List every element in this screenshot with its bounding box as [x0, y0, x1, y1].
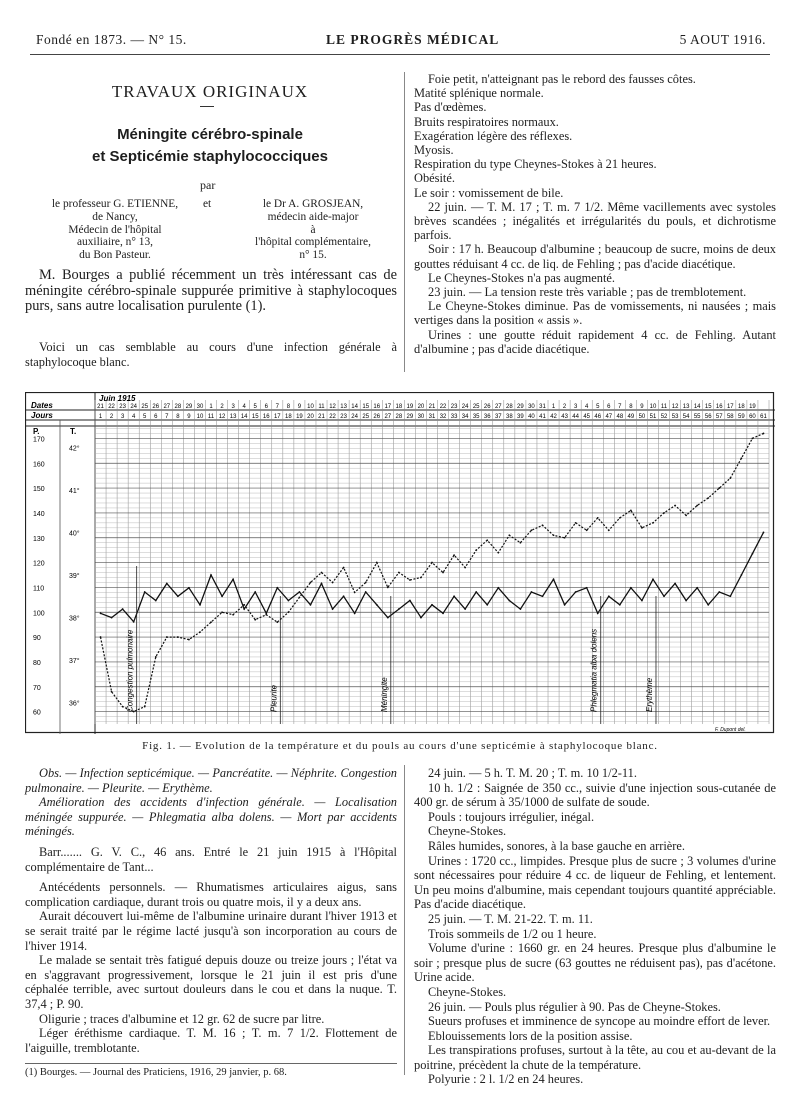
- date-label: 14: [351, 404, 358, 410]
- day-number-label: 43: [561, 414, 568, 420]
- pulse-point: [376, 562, 378, 564]
- temp-tick-label: 42°: [69, 445, 80, 453]
- day-number-label: 5: [143, 414, 147, 420]
- pulse-point: [420, 577, 422, 579]
- date-label: 5: [596, 404, 600, 410]
- date-label: 14: [693, 404, 701, 410]
- article-title-line1: Méningite cérébro-spinale: [117, 126, 303, 143]
- temperature-point: [486, 604, 488, 606]
- pulse-point: [740, 457, 742, 459]
- date-label: 16: [715, 404, 723, 410]
- pulse-point: [122, 706, 124, 708]
- day-number-label: 21: [318, 414, 325, 420]
- temperature-point: [729, 595, 731, 597]
- date-label: 12: [671, 404, 679, 410]
- day-number-label: 22: [329, 414, 336, 420]
- pulse-point: [287, 611, 289, 613]
- pulse-point: [210, 621, 212, 623]
- date-label: 28: [174, 404, 182, 410]
- date-label: 16: [373, 404, 381, 410]
- temperature-point: [376, 604, 378, 606]
- pulse-point: [232, 614, 234, 616]
- column-divider-bottom: [404, 765, 405, 1075]
- date-label: 15: [704, 404, 712, 410]
- temperature-point: [696, 587, 698, 589]
- date-label: 12: [329, 404, 336, 410]
- temperature-point: [685, 600, 687, 602]
- temperature-point: [475, 591, 477, 593]
- pulse-point: [254, 619, 256, 621]
- pulse-tick-label: 90: [33, 635, 41, 643]
- pulse-point: [431, 562, 433, 564]
- par-label: par: [200, 178, 216, 192]
- date-label: 26: [152, 404, 160, 410]
- day-number-label: 61: [760, 414, 767, 420]
- temperature-point: [718, 591, 720, 593]
- date-label: 9: [640, 404, 644, 410]
- day-number-label: 42: [550, 414, 557, 420]
- pulse-point: [398, 572, 400, 574]
- date-label: 24: [130, 404, 138, 410]
- month-label: Juin 1915: [99, 394, 136, 403]
- pulse-point: [663, 512, 665, 514]
- temperature-point: [442, 612, 444, 614]
- pulse-point: [276, 621, 278, 623]
- date-label: 17: [726, 404, 734, 410]
- temperature-point: [155, 600, 157, 602]
- temperature-point: [464, 608, 466, 610]
- day-number-label: 2: [109, 414, 114, 420]
- temperature-point: [420, 617, 422, 619]
- date-label: 7: [275, 404, 279, 410]
- pulse-tick-label: 100: [33, 610, 45, 618]
- day-number-label: 27: [384, 414, 392, 420]
- day-number-label: 10: [196, 414, 204, 420]
- pulse-point: [652, 522, 654, 524]
- day-number-label: 47: [605, 414, 613, 420]
- day-number-label: 48: [616, 414, 624, 420]
- temperature-point: [365, 591, 367, 593]
- date-label: 1: [209, 404, 213, 410]
- temperature-point: [221, 595, 223, 597]
- pulse-tick-label: 160: [33, 461, 45, 469]
- day-number-label: 40: [528, 414, 535, 420]
- day-number-label: 57: [715, 414, 723, 420]
- temperature-point: [608, 595, 610, 597]
- temperature-point: [398, 608, 400, 610]
- day-number-label: 24: [351, 414, 358, 420]
- temperature-point: [100, 612, 102, 614]
- day-number-label: 30: [417, 414, 425, 420]
- pulse-tick-label: 120: [33, 560, 45, 568]
- temperature-point: [707, 604, 709, 606]
- pulse-tick-label: 150: [33, 486, 45, 494]
- day-number-label: 1: [98, 414, 103, 420]
- intro-paragraph-2: Voici un cas semblable au cours d'une infection générale à staphylocoque blanc.: [25, 340, 397, 369]
- pulse-point: [321, 572, 323, 574]
- day-number-label: 56: [704, 414, 712, 420]
- day-number-label: 50: [638, 414, 646, 420]
- temperature-point: [276, 587, 278, 589]
- pulse-point: [564, 537, 566, 539]
- temp-tick-label: 36°: [69, 700, 80, 708]
- pulse-point: [111, 691, 113, 693]
- pulse-point: [144, 706, 146, 708]
- temperature-point: [497, 587, 499, 589]
- date-label: 11: [660, 404, 668, 410]
- pulse-point: [199, 631, 201, 633]
- pulse-tick-label: 110: [33, 585, 45, 593]
- date-label: 10: [307, 404, 314, 410]
- temperature-point: [763, 532, 765, 534]
- date-label: 3: [231, 404, 235, 410]
- temperature-point: [652, 578, 654, 580]
- pulse-point: [630, 510, 632, 512]
- day-number-label: 16: [262, 414, 270, 420]
- date-label: 5: [253, 404, 257, 410]
- date-label: 4: [242, 404, 246, 410]
- temperature-point: [531, 591, 533, 593]
- day-number-label: 34: [461, 414, 469, 420]
- pulse-tick-label: 60: [33, 709, 41, 717]
- date-label: 25: [472, 404, 480, 410]
- pulse-tick-label: 130: [33, 535, 45, 543]
- temperature-point: [354, 612, 356, 614]
- date-label: 31: [539, 404, 546, 410]
- annotation-label: Congestion pulmonaire: [125, 629, 135, 712]
- annotation-label: Méningite: [379, 677, 389, 712]
- days-row-label: Jours: [31, 411, 53, 420]
- pulse-point: [608, 529, 610, 531]
- date-label: 21: [428, 404, 436, 410]
- intro-paragraph: M. Bourges a publié récemment un très intéressant cas de méningite cérébro-spinale suppurée primitive à staphylocoques purs, sans autre localisation purulente (1).: [25, 267, 397, 315]
- date-label: 3: [573, 404, 578, 410]
- article-title-line2: et Septicémie staphylococciques: [92, 148, 328, 165]
- temperature-point: [519, 608, 521, 610]
- day-number-label: 9: [187, 414, 191, 420]
- day-number-label: 25: [362, 414, 370, 420]
- author-etienne: le professeur G. ETIENNE, de Nancy, Médecin de l'hôpital auxiliaire, n° 13, du Bon Pasteur.: [51, 198, 179, 262]
- date-label: 27: [163, 404, 171, 410]
- pulse-point: [486, 539, 488, 541]
- temperature-point: [310, 604, 312, 606]
- day-number-label: 33: [450, 414, 458, 420]
- pulse-point: [696, 505, 698, 507]
- day-number-label: 41: [539, 414, 546, 420]
- column-divider-top: [404, 72, 405, 372]
- footnote: (1) Bourges. — Journal des Praticiens, 1916, 29 janvier, p. 68.: [25, 1063, 397, 1078]
- day-number-label: 60: [749, 414, 756, 420]
- temperature-point: [619, 604, 621, 606]
- pulse-point: [354, 591, 356, 593]
- day-number-label: 35: [472, 414, 480, 420]
- temperature-point: [409, 600, 411, 602]
- date-label: 21: [97, 404, 104, 410]
- pulse-point: [763, 433, 765, 435]
- day-number-label: 8: [176, 414, 180, 420]
- temperature-point: [321, 583, 323, 585]
- date-label: 23: [119, 404, 126, 410]
- temp-tick-label: 41°: [69, 487, 80, 495]
- temperature-point: [597, 612, 599, 614]
- day-number-label: 52: [660, 414, 668, 420]
- day-number-label: 28: [395, 414, 403, 420]
- day-number-label: 53: [671, 414, 679, 420]
- day-number-label: 55: [693, 414, 701, 420]
- date-label: 1: [551, 404, 556, 410]
- pulse-point: [752, 438, 754, 440]
- title-dash: [200, 106, 214, 107]
- pulse-tick-label: 70: [33, 684, 41, 692]
- pulse-point: [531, 529, 533, 531]
- pulse-point: [475, 549, 477, 551]
- pulse-point: [519, 542, 521, 544]
- pulse-point: [553, 534, 555, 536]
- lower-left-column: Obs. — Infection septicémique. — Pancréatite. — Néphrite. Congestion pulmonaire. — Pleurite. — Erythème. Amélioration des accidents d'infection générale. — Localisation méningée suppurée. — Phlegmatia alba dolens. — Mort par accidents méningés. Barr....... G. V. C., 46 ans. Entré le 21 juin 1915 à l'Hôpital complémentaire de Tant... Antécédents personnels. — Rhumatismes articulaires aigus, sans complication cardiaque, durant trois ou quatre mois, il y a deux ans. Aurait découvert lui-même de l'albumine urinaire durant l'hiver 1913 et se serait traité par le régime lacté jusqu'à son incorporation au cours de l'hiver 1914. Le malade se sentait très fatigué depuis douze ou treize jours ; l'état va en s'aggravant progressivement, lorsque le 21 juin il est pris d'une céphalée terrible, avec surtout douleurs dans le cou et dans la nuque. T. 37,4 ; P. 90. Oligurie ; traces d'albumine et 12 gr. 62 de sucre par litre. Léger éréthisme cardiaque. T. M. 16 ; T. m. 7 1/2. Flottement de l'aiguille, tremblotante.: [25, 766, 397, 1055]
- date-label: 15: [362, 404, 370, 410]
- date-label: 19: [749, 404, 756, 410]
- day-number-label: 3: [120, 414, 125, 420]
- temperature-point: [453, 595, 455, 597]
- temperature-point: [122, 608, 124, 610]
- temperature-point: [166, 583, 168, 585]
- day-number-label: 51: [649, 414, 657, 420]
- date-label: 18: [395, 404, 403, 410]
- journal-title: LE PROGRÈS MÉDICAL: [326, 32, 500, 47]
- day-number-label: 49: [627, 414, 635, 420]
- day-number-label: 13: [229, 414, 237, 420]
- pulse-tick-label: 140: [33, 510, 45, 518]
- temperature-point: [188, 587, 190, 589]
- day-number-label: 26: [373, 414, 381, 420]
- day-number-label: 29: [406, 414, 414, 420]
- pulse-point: [243, 604, 245, 606]
- temperature-point: [663, 595, 665, 597]
- figure-caption: Fig. 1. — Evolution de la température et du pouls au cours d'une septicémie à staphylocoque blanc.: [142, 740, 658, 752]
- date-label: 7: [618, 404, 622, 410]
- date-label: 29: [517, 404, 524, 410]
- pulse-point: [387, 587, 389, 589]
- date-label: 27: [494, 404, 502, 410]
- day-number-label: 4: [132, 414, 136, 420]
- day-number-label: 46: [594, 414, 602, 420]
- temp-tick-label: 39°: [69, 573, 80, 580]
- day-number-label: 11: [207, 414, 215, 420]
- temperature-point: [243, 608, 245, 610]
- date-label: 2: [562, 404, 567, 410]
- pulse-tick-label: 170: [33, 436, 45, 444]
- date-label: 9: [297, 404, 302, 410]
- date-label: 30: [196, 404, 204, 410]
- day-number-label: 45: [583, 414, 591, 420]
- date-label: 8: [286, 404, 291, 410]
- temperature-point: [265, 612, 267, 614]
- pulse-point: [310, 582, 312, 584]
- day-number-label: 59: [738, 414, 745, 420]
- date-label: 6: [607, 404, 611, 410]
- temperature-point: [254, 591, 256, 593]
- pulse-point: [707, 497, 709, 499]
- day-number-label: 23: [340, 414, 347, 420]
- lower-right-column: 24 juin. — 5 h. T. M. 20 ; T. m. 10 1/2-11. 10 h. 1/2 : Saignée de 350 cc., suivie d'une injection sous-cutanée de 400 gr. de sérum à 35/1000 de sulfate de soude. Pouls : toujours irrégulier, inégal. Cheyne-Stokes. Râles humides, sonores, à la base gauche en arrière. Urines : 1720 cc., limpides. Presque plus de sucre ; 3 volumes d'urine sont nécessaires pour réduire 4 cc. de liqueur de Fehling, et lentement. Un peu moins d'albumine, mais cependant toujours quantité appréciable. Pas d'acide diacétique. 25 juin. — T. M. 21-22. T. m. 11. Trois sommeils de 1/2 ou 1 heure. Volume d'urine : 1660 gr. en 24 heures. Presque plus d'albumine le soir ; presque plus de sucre (63 gouttes ne réduisent pas), pas d'acétone. Urine acide. Cheyne-Stokes. 26 juin. — Pouls plus régulier à 90. Pas de Cheyne-Stokes. Sueurs profuses et imminence de syncope au moindre effort de lever. Eblouissements lors de la position assise. Les transpirations profuses, surtout à la tête, au cou et au-devant de la poitrine, précèdent la chute de la température. Polyurie : 2 l. 1/2 en 24 heures.: [414, 766, 776, 1087]
- journal-founded: Fondé en 1873. — N° 15.: [36, 32, 187, 47]
- pulse-point: [464, 567, 466, 569]
- date-label: 2: [220, 404, 224, 410]
- day-number-label: 31: [428, 414, 436, 420]
- date-label: 11: [318, 404, 325, 410]
- pulse-point: [177, 636, 179, 638]
- day-number-label: 54: [682, 414, 690, 420]
- temperature-point: [177, 595, 179, 597]
- date-label: 13: [340, 404, 347, 410]
- pulse-point: [155, 656, 157, 658]
- issue-date: 5 AOUT 1916.: [679, 32, 766, 47]
- date-label: 26: [483, 404, 491, 410]
- temperature-point: [575, 591, 577, 593]
- right-column-top: Foie petit, n'atteignant pas le rebord des fausses côtes. Matité splénique normale. Pas d'œdèmes. Bruits respiratoires normaux. Exagération légère des réflexes. Myosis. Respiration du type Cheynes-Stokes à 21 heures. Obésité. Le soir : vomissement de bile. 22 juin. — T. M. 17 ; T. m. 7 1/2. Même vacillements avec systoles brèves scandées ; inégalités et irrégularités du pouls, et dichrotisme parfois. Soir : 17 h. Beaucoup d'albumine ; beaucoup de sucre, moins de deux gouttes réduisant 4 cc. de liq. de Fehling ; pas d'acide diacétique. Le Cheynes-Stokes n'a pas augmenté. 23 juin. — La tension reste très variable ; pas de tremblotement. Le Cheyne-Stokes diminue. Pas de vomissements, ni nausées ; mais vertiges dans la position « assis ». Urines : une goutte réduit rapidement 4 cc. de Fehling. Autant d'albumine ; pas d'acide diacétique.: [414, 72, 776, 356]
- author-grosjean: le Dr A. GROSJEAN, médecin aide-major à l'hôpital complémentaire, n° 15.: [255, 198, 371, 262]
- day-number-label: 19: [296, 414, 303, 420]
- day-number-label: 6: [154, 414, 158, 420]
- date-label: 13: [682, 404, 690, 410]
- annotation-label: Erythème: [644, 677, 654, 712]
- date-label: 10: [649, 404, 657, 410]
- pulse-point: [729, 477, 731, 479]
- day-number-label: 14: [240, 414, 248, 420]
- date-label: 17: [384, 404, 392, 410]
- temperature-point: [564, 604, 566, 606]
- temperature-point: [287, 600, 289, 602]
- pulse-point: [166, 636, 168, 638]
- temperature-point: [387, 617, 389, 619]
- pulse-point: [332, 582, 334, 584]
- pulse-point: [674, 505, 676, 507]
- day-number-label: 36: [483, 414, 491, 420]
- temperature-point: [553, 578, 555, 580]
- date-label: 23: [450, 404, 458, 410]
- temperature-point: [740, 574, 742, 576]
- section-heading: TRAVAUX ORIGINAUX: [111, 82, 309, 101]
- pulse-point: [718, 487, 720, 489]
- day-number-label: 15: [251, 414, 259, 420]
- temperature-point: [332, 608, 334, 610]
- pulse-point: [619, 517, 621, 519]
- annotation-label: Phlegmatia alba dolens: [589, 628, 599, 712]
- day-number-label: 32: [439, 414, 447, 420]
- temperature-point: [641, 600, 643, 602]
- temperature-point: [232, 578, 234, 580]
- day-number-label: 18: [285, 414, 292, 420]
- pulse-point: [586, 529, 588, 531]
- pulse-point: [343, 567, 345, 569]
- date-label: 30: [528, 404, 535, 410]
- et-label: et: [203, 198, 212, 210]
- temperature-point: [431, 604, 433, 606]
- temperature-point: [586, 587, 588, 589]
- temperature-point: [299, 591, 301, 593]
- pulse-point: [508, 534, 510, 536]
- date-label: 25: [141, 404, 149, 410]
- temperature-point: [674, 583, 676, 585]
- temperature-point: [144, 591, 146, 593]
- day-number-label: 58: [726, 414, 734, 420]
- day-number-label: 20: [307, 414, 314, 420]
- date-label: 24: [461, 404, 469, 410]
- temperature-point: [210, 574, 212, 576]
- day-number-label: 44: [572, 414, 579, 420]
- date-label: 6: [264, 404, 268, 410]
- pulse-point: [365, 582, 367, 584]
- annotation-label: Pleurite: [269, 684, 279, 712]
- temp-tick-label: 38°: [69, 615, 80, 623]
- date-label: 29: [185, 404, 193, 410]
- temperature-pulse-chart: [25, 392, 775, 734]
- date-label: 4: [585, 404, 589, 410]
- date-label: 19: [406, 404, 414, 410]
- date-label: 8: [629, 404, 633, 410]
- pulse-point: [442, 572, 444, 574]
- signature-label: F. Dupont del.: [715, 727, 746, 733]
- temperature-point: [199, 604, 201, 606]
- pulse-point: [597, 517, 599, 519]
- day-number-label: 12: [218, 414, 226, 420]
- day-number-label: 39: [517, 414, 524, 420]
- date-label: 22: [108, 404, 115, 410]
- pulse-point: [575, 522, 577, 524]
- temperature-point: [111, 617, 113, 619]
- pulse-point: [409, 579, 411, 581]
- pulse-tick-label: 80: [33, 659, 41, 667]
- temperature-point: [343, 595, 345, 597]
- date-label: 20: [417, 404, 425, 410]
- pulse-point: [641, 527, 643, 529]
- pulse-point: [542, 524, 544, 526]
- temperature-point: [133, 621, 135, 623]
- pulse-point: [221, 611, 223, 613]
- temp-axis-label: T.: [70, 427, 77, 436]
- temperature-point: [542, 595, 544, 597]
- date-label: 28: [506, 404, 513, 410]
- pulse-point: [299, 596, 301, 598]
- header-rule: [30, 54, 770, 55]
- date-label: 18: [738, 404, 745, 410]
- pulse-axis-label: P.: [33, 427, 40, 436]
- day-number-label: 38: [506, 414, 513, 420]
- pulse-point: [497, 552, 499, 554]
- temp-tick-label: 37°: [69, 658, 80, 666]
- temperature-point: [752, 553, 754, 555]
- pulse-point: [453, 554, 455, 556]
- pulse-point: [188, 639, 190, 641]
- day-number-label: 17: [273, 414, 281, 420]
- dates-row-label: Dates: [31, 401, 53, 410]
- date-label: 22: [439, 404, 447, 410]
- temp-tick-label: 40°: [69, 530, 80, 538]
- pulse-point: [100, 636, 102, 638]
- temperature-point: [508, 600, 510, 602]
- pulse-point: [685, 515, 687, 517]
- temperature-point: [630, 587, 632, 589]
- day-number-label: 37: [494, 414, 502, 420]
- day-number-label: 7: [165, 414, 169, 420]
